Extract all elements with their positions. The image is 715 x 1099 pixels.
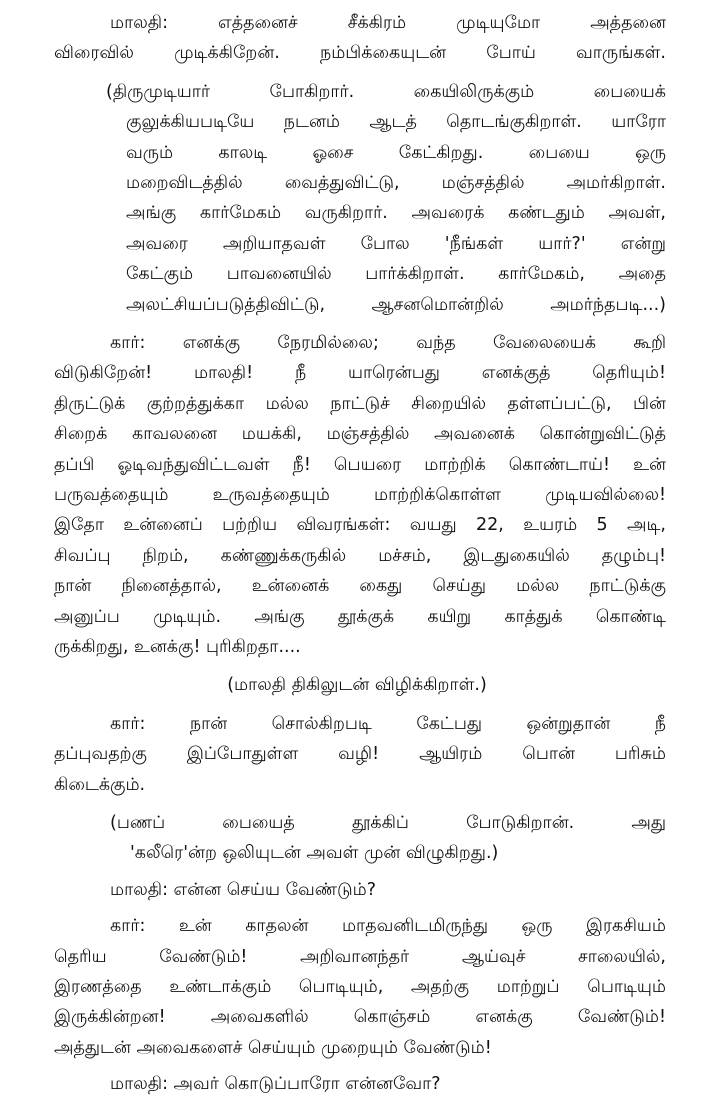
text-line: அலட்சியப்படுத்திவிட்டு, ஆசனமொன்றில் அமர்ந்தபடி...) bbox=[126, 294, 666, 315]
text-line: இருக்கின்றன! அவைகளில் கொஞ்சம் எனக்கு வேண்டும்! bbox=[54, 1007, 666, 1028]
text-line: மாலதி: என்ன செய்ய வேண்டும்? bbox=[110, 879, 377, 900]
text-line: மறைவிடத்தில் வைத்துவிட்டு, மஞ்சத்தில் அமர்கிறாள். bbox=[126, 173, 666, 193]
text-line: 'கலீரெ'ன்ற ஒலியுடன் அவள் முன் விழுகிறது.) bbox=[130, 843, 499, 864]
text-line: கார்: உன் காதலன் மாதவனிடமிருந்து ஒரு இரகசியம் bbox=[110, 916, 666, 937]
text-line: மாலதி: அவர் கொடுப்பாரோ என்னவோ? bbox=[110, 1074, 441, 1095]
text-line: நான் நினைத்தால், உன்னைக் கைது செய்து மல்ல நாட்டுக்கு bbox=[54, 576, 666, 597]
text-line: கேட்கும் பாவனையில் பார்க்கிறாள். கார்மேகம், அதை bbox=[126, 264, 666, 285]
text-line: இதோ உன்னைப் பற்றிய விவரங்கள்: வயது 22, உயரம் 5 அடி, bbox=[54, 515, 666, 536]
text-line: வரும் காலடி ஓசை கேட்கிறது. பையை ஒரு bbox=[126, 142, 666, 163]
text-line: (பணப் பையைத் தூக்கிப் போடுகிறான். அது bbox=[110, 813, 666, 833]
text-line: கிடைக்கும். bbox=[54, 774, 146, 795]
text-line: ருக்கிறது, உனக்கு! புரிகிறதா.... bbox=[54, 637, 301, 657]
text-line: திருட்டுக் குற்றத்துக்கா மல்ல நாட்டுச் சிறையில் தள்ளப்பட்டு, பின் bbox=[54, 393, 666, 414]
text-line: விரைவில் முடிக்கிறேன். நம்பிக்கையுடன் போய் வாருங்கள். bbox=[54, 43, 666, 64]
text-line: அங்கு கார்மேகம் வருகிறார். அவரைக் கண்டதும் அவள், bbox=[126, 203, 666, 224]
document-page bbox=[48, 4, 666, 1095]
text-line: சிறைக் காவலனை மயக்கி, மஞ்சத்தில் அவனைக் கொன்றுவிட்டுத் bbox=[54, 424, 666, 445]
text-line: மாலதி: எத்தனைச் சீக்கிரம் முடியுமோ அத்தனை bbox=[110, 13, 666, 33]
text-line: பருவத்தையும் உருவத்தையும் மாற்றிக்கொள்ள முடியவில்லை! bbox=[54, 485, 666, 505]
text-line: அவரை அறியாதவள் போல 'நீங்கள் யார்?' என்று bbox=[126, 233, 666, 254]
text-line: (மாலதி திகிலுடன் விழிக்கிறாள்.) bbox=[227, 675, 487, 696]
text-line: விடுகிறேன்! மாலதி! நீ யாரென்பது எனக்குத் தெரியும்! bbox=[54, 363, 666, 384]
text-line: கார்: நான் சொல்கிறபடி கேட்பது ஒன்றுதான் நீ bbox=[110, 713, 666, 734]
text-line: சிவப்பு நிறம், கண்ணுக்கருகில் மச்சம், இடதுகையில் தழும்பு! bbox=[54, 545, 666, 566]
text-line: அனுப்ப முடியும். அங்கு தூக்குக் கயிறு காத்துக் கொண்டி bbox=[54, 606, 666, 627]
text-line: கார்: எனக்கு நேரமில்லை; வந்த வேலையைக் கூறி bbox=[110, 333, 666, 353]
text-line: (திருமுடியார் போகிறார். கையிலிருக்கும் பையைக் bbox=[106, 81, 666, 102]
text-line: இரணத்தை உண்டாக்கும் பொடியும், அதற்கு மாற்றுப் பொடியும் bbox=[54, 977, 666, 997]
text-line: குலுக்கியபடியே நடனம் ஆடத் தொடங்குகிறாள். யாரோ bbox=[126, 112, 666, 133]
text-line: தப்புவதற்கு இப்போதுள்ள வழி! ஆயிரம் பொன் பரிசும் bbox=[54, 744, 666, 765]
text-line: தெரிய வேண்டும்! அறிவானந்தர் ஆய்வுச் சாலையில், bbox=[54, 946, 666, 967]
text-line: தப்பி ஓடிவந்துவிட்டவள் நீ! பெயரை மாற்றிக் கொண்டாய்! உன் bbox=[54, 454, 666, 475]
text-line: அத்துடன் அவைகளைச் செய்யும் முறையும் வேண்டும்! bbox=[54, 1037, 492, 1058]
